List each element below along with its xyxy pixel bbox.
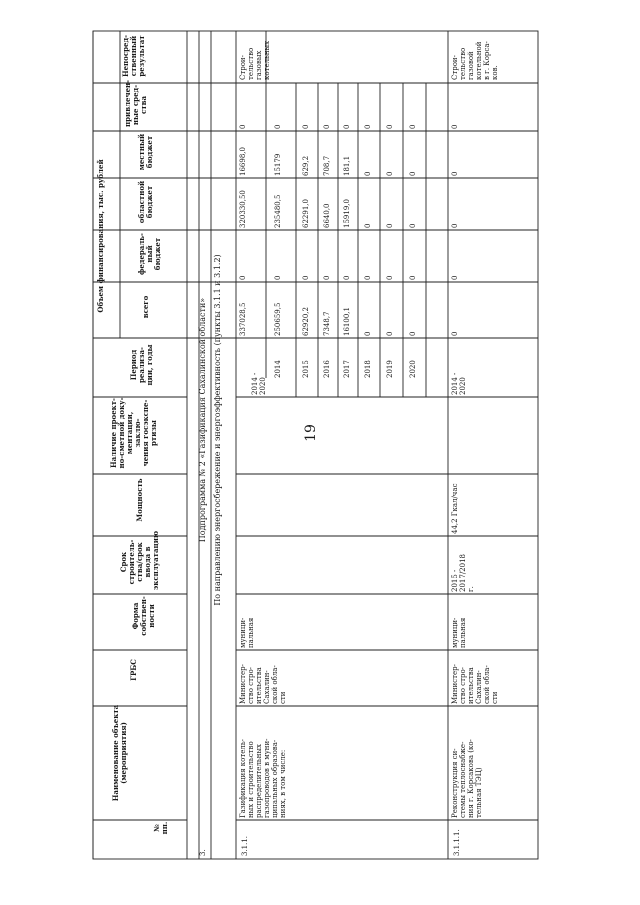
year-regional: 15919,0 — [343, 199, 351, 228]
header-capacity: Мощность — [135, 478, 144, 522]
row-attracted: 0 — [239, 124, 247, 129]
year-total: 0 — [409, 331, 417, 336]
section-direction: По направлению энергосбережение и энергоэффективность (пункты 3.1.1 и 3.1.2) — [213, 254, 222, 606]
row-grbs: Министер- ство стро- ительства Сахалин- ской обла- сти — [451, 664, 499, 704]
year-period: 2016 — [323, 360, 331, 378]
row-federal: 0 — [451, 275, 459, 280]
row-grbs: Министер- ство стро- ительства Сахалин- ской обла- сти — [239, 664, 287, 704]
year-period: 2019 — [386, 360, 394, 378]
year-total: 16100,1 — [343, 307, 351, 336]
page-number: 19 — [302, 424, 319, 442]
row-local: 0 — [451, 171, 459, 176]
row-local: 16698,0 — [239, 147, 247, 176]
year-regional: 0 — [386, 223, 394, 228]
year-total: 7348,7 — [323, 311, 331, 336]
row-regional: 320330,50 — [239, 190, 247, 228]
year-regional: 62291,0 — [302, 199, 310, 228]
header-name: Наименование объекта (мероприятия) — [111, 704, 128, 802]
year-federal: 0 — [409, 275, 417, 280]
row-period: 2014 - 2020 — [451, 372, 467, 395]
header-grbs: ГРБС — [129, 659, 138, 681]
year-attracted: 0 — [409, 124, 417, 129]
row-num: 3.1.1. — [241, 835, 249, 856]
row-period: 2014 - 2020 — [251, 372, 267, 395]
row-result: Строи- тельство газовой котельной в г. Корса- ков. — [451, 41, 499, 80]
year-local: 0 — [409, 171, 417, 176]
year-period: 2020 — [409, 360, 417, 378]
row-name: Газификация котель- ных и строительство распределительных газопроводов в муни- ципальных образова- ниях, в том числе: — [239, 738, 287, 818]
year-attracted: 0 — [364, 124, 372, 129]
header-construction-period: Срок строитель- ства/срок ввода в эксплуатацию — [119, 530, 160, 590]
year-federal: 0 — [386, 275, 394, 280]
header-attracted: привлечен- ные сред- ства — [123, 79, 148, 127]
row-attracted: 0 — [451, 124, 459, 129]
header-total: всего — [141, 295, 150, 319]
year-federal: 0 — [364, 275, 372, 280]
year-local: 181,1 — [343, 155, 351, 176]
year-period: 2015 — [302, 360, 310, 378]
year-attracted: 0 — [302, 124, 310, 129]
year-attracted: 0 — [386, 124, 394, 129]
header-funding: Объем финансирования, тыс. рублей — [96, 159, 105, 313]
year-total: 250659,5 — [274, 302, 282, 336]
row-ownership: муници- пальная — [451, 617, 467, 648]
header-num: № пп. — [152, 821, 169, 835]
section-title: Подпрограмма № 2 «Газификация Сахалинской области» — [198, 297, 207, 543]
year-regional: 0 — [409, 223, 417, 228]
row-num: 3.1.1.1. — [453, 829, 461, 856]
header-ownership: Форма собствен- ности — [131, 596, 156, 636]
year-attracted: 0 — [343, 124, 351, 129]
year-regional: 235480,5 — [274, 194, 282, 228]
year-local: 0 — [364, 171, 372, 176]
year-total: 0 — [364, 331, 372, 336]
section-num: 3. — [199, 849, 207, 856]
row-construction-period: 2015 - 2017/2018 г. — [451, 554, 475, 592]
year-regional: 6640,0 — [323, 203, 331, 228]
year-total: 62920,2 — [302, 307, 310, 336]
year-federal: 0 — [274, 275, 282, 280]
year-federal: 0 — [302, 275, 310, 280]
header-regional: областной бюджет — [137, 180, 154, 224]
year-attracted: 0 — [323, 124, 331, 129]
year-total: 0 — [386, 331, 394, 336]
year-local: 629,2 — [302, 155, 310, 176]
year-federal: 0 — [323, 275, 331, 280]
year-local: 15179 — [274, 153, 282, 176]
year-federal: 0 — [343, 275, 351, 280]
header-result: Непосред- ственный результат — [121, 34, 146, 78]
row-regional: 0 — [451, 223, 459, 228]
row-ownership: муници- пальная — [239, 617, 255, 648]
year-period: 2018 — [364, 360, 372, 378]
year-regional: 0 — [364, 223, 372, 228]
row-total: 337028,5 — [239, 302, 247, 336]
row-total: 0 — [451, 331, 459, 336]
row-federal: 0 — [239, 275, 247, 280]
row-capacity: 44,2 Гкал/час — [451, 483, 459, 534]
header-local: местный бюджет — [137, 133, 154, 171]
year-local: 708,7 — [323, 155, 331, 176]
year-local: 0 — [386, 171, 394, 176]
header-federal: федераль- ный бюджет — [137, 233, 162, 275]
header-design-docs: Наличие проект- но-сметной доку- ментации, заклю- чения госэкспе- ртизы — [109, 397, 158, 469]
row-name: Реконструкция си- стемы теплоснабже- ния г. Корсакова (ко- тельная ТЭЦ) — [451, 739, 483, 818]
row-result: Строи- тельство газовых котельных — [239, 40, 271, 80]
year-period: 2014 — [274, 360, 282, 378]
header-implementation-period: Период реализа- ции, годы — [129, 344, 154, 386]
year-attracted: 0 — [274, 124, 282, 129]
year-period: 2017 — [343, 360, 351, 378]
